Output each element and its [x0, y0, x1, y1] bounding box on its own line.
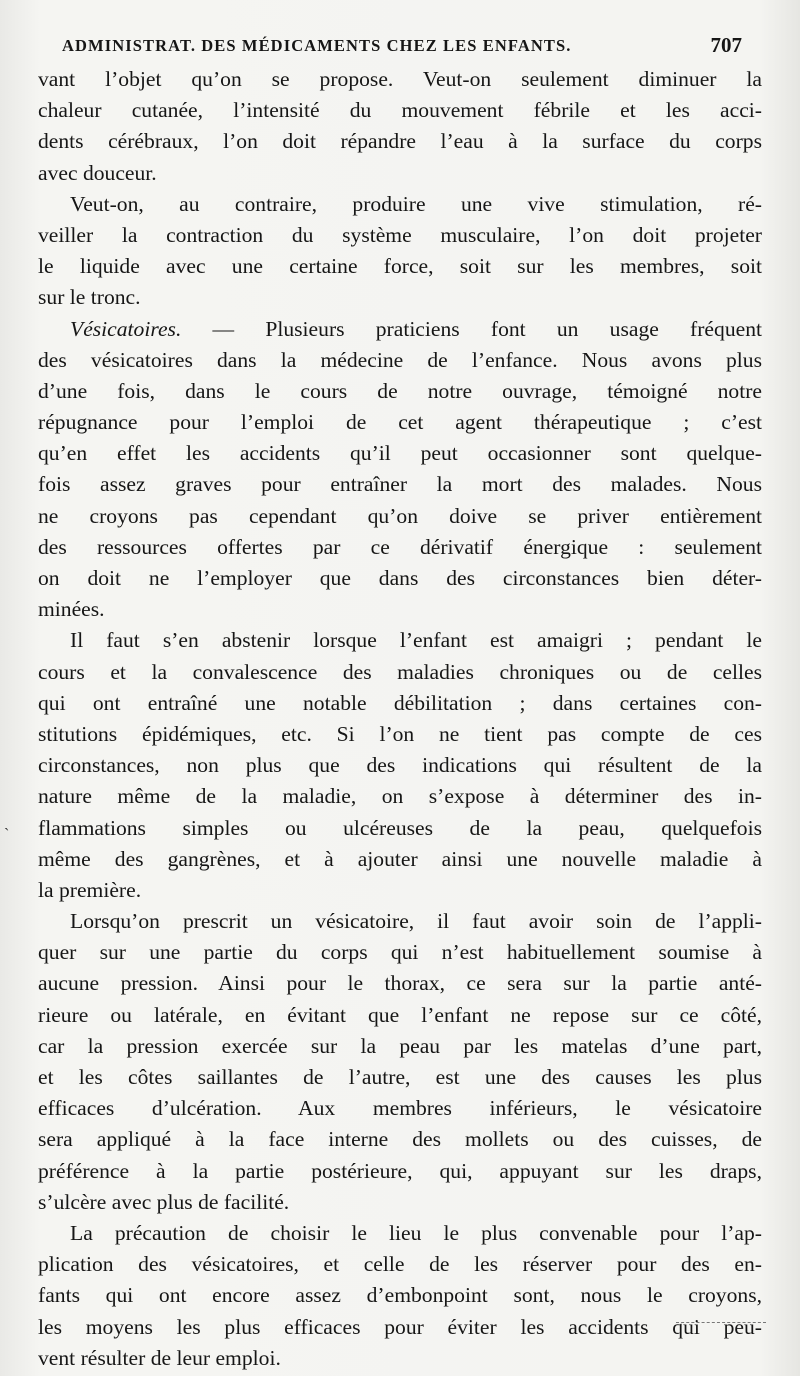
bottom-rule [676, 1322, 766, 1326]
text-line: La précaution de choisir le lieu le plus convenable pour l’ap- [70, 1220, 762, 1245]
text-line: circonstances, non plus que des indications qui résultent de la [38, 753, 762, 778]
text-line: quer sur une partie du corps qui n’est habituellement soumise à [38, 940, 762, 965]
text-line: répugnance pour l’emploi de cet agent thérapeutique ; c’est [38, 410, 762, 435]
paragraph-2 [38, 189, 762, 314]
paragraph-4 [38, 625, 762, 906]
text-line: veiller la contraction du système musculaire, l’on doit projeter [38, 222, 762, 247]
text-line: Veut-on, au contraire, produire une vive stimulation, ré- [70, 191, 762, 216]
text-line: les moyens les plus efficaces pour éviter les accidents qui peu- [38, 1314, 762, 1339]
heading-continuation: — Plusieurs praticiens font un usage fréquent [181, 316, 762, 341]
text-line: avec douceur. [38, 160, 157, 185]
text-line: qu’en effet les accidents qu’il peut occasionner sont quelque- [38, 441, 762, 466]
text-line: la première. [38, 877, 142, 902]
text-line: dents cérébraux, l’on doit répandre l’eau à la surface du corps [38, 129, 762, 154]
text-line: aucune pression. Ainsi pour le thorax, ce sera sur la partie anté- [38, 971, 762, 996]
body-text [38, 64, 762, 1374]
text-line: stitutions épidémiques, etc. Si l’on ne tient pas compte de ces [38, 721, 762, 746]
text-line: efficaces d’ulcération. Aux membres inférieurs, le vésicatoire [38, 1096, 762, 1121]
text-line: même des gangrènes, et à ajouter ainsi une nouvelle maladie à [38, 846, 762, 871]
margin-mark: ` [4, 826, 10, 843]
page-number: 707 [710, 33, 742, 57]
text-line: flammations simples ou ulcéreuses de la peau, quelquefois [38, 815, 762, 840]
text-line: on doit ne l’employer que dans des circonstances bien déter- [38, 566, 762, 590]
paragraph-5 [38, 906, 762, 1218]
section-heading: Vésicatoires. [70, 316, 182, 341]
text-line [38, 314, 762, 345]
text-line: fants qui ont encore assez d’embonpoint sont, nous le croyons, [38, 1283, 762, 1308]
text-line: s’ulcère avec plus de facilité. [38, 1189, 290, 1214]
text-line: car la pression exercée sur la peau par les matelas d’une part, [38, 1033, 762, 1058]
text-line: des vésicatoires dans la médecine de l’enfance. Nous avons plus [38, 347, 762, 372]
paragraph-3 [38, 314, 762, 626]
text-line: vent résulter de leur emploi. [38, 1345, 281, 1370]
paragraph-1 [38, 64, 762, 189]
text-line: fois assez graves pour entraîner la mort des malades. Nous [38, 472, 762, 497]
text-line: Lorsqu’on prescrit un vésicatoire, il faut avoir soin de l’appli- [70, 909, 762, 934]
text-line: cours et la convalescence des maladies chroniques ou de celles [38, 659, 762, 684]
text-line: ne croyons pas cependant qu’on doive se priver entièrement [38, 503, 762, 528]
text-line: et les côtes saillantes de l’autre, est une des causes les plus [38, 1065, 762, 1089]
text-line: Il faut s’en abstenir lorsque l’enfant est amaigri ; pendant le [70, 628, 762, 653]
text-line: sur le tronc. [38, 285, 141, 310]
text-line: le liquide avec une certaine force, soit sur les membres, soit [38, 254, 762, 279]
text-line: plication des vésicatoires, et celle de les réserver pour des en- [38, 1252, 762, 1277]
text-line: chaleur cutanée, l’intensité du mouvement fébrile et les acci- [38, 98, 762, 123]
text-line: minées. [38, 597, 105, 622]
text-line: des ressources offertes par ce dérivatif énergique : seulement [38, 534, 762, 559]
text-line: rieure ou latérale, en évitant que l’enfant ne repose sur ce côté, [38, 1002, 762, 1027]
text-line: d’une fois, dans le cours de notre ouvrage, témoigné notre [38, 378, 762, 403]
text-line: nature même de la maladie, on s’expose à déterminer des in- [38, 784, 762, 809]
text-line: vant l’objet qu’on se propose. Veut-on seulement diminuer la [38, 67, 762, 91]
text-line: sera appliqué à la face interne des mollets ou des cuisses, de [38, 1127, 762, 1152]
running-head: ADMINISTRAT. DES MÉDICAMENTS CHEZ LES ENFANTS. [62, 36, 572, 55]
page-header [62, 33, 742, 62]
paragraph-6 [38, 1218, 762, 1374]
text-line: préférence à la partie postérieure, qui, appuyant sur les draps, [38, 1158, 762, 1183]
text-line: qui ont entraîné une notable débilitation ; dans certaines con- [38, 690, 762, 715]
